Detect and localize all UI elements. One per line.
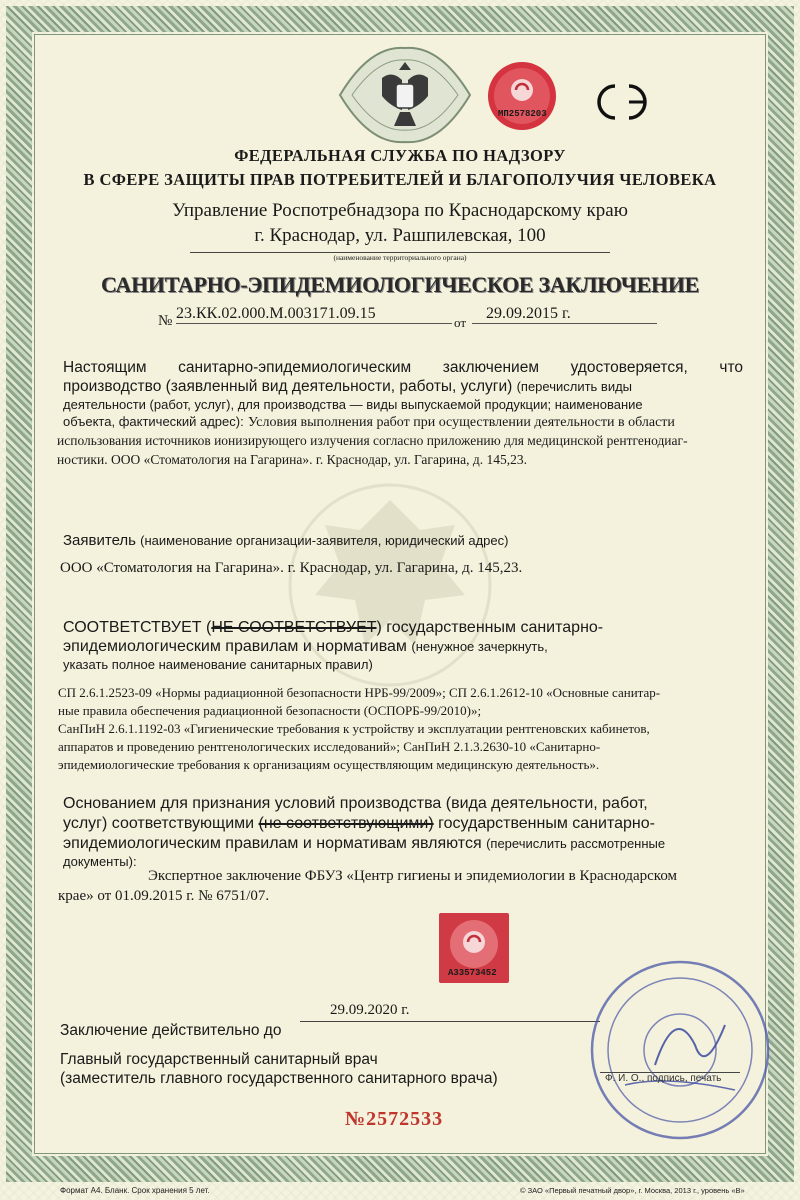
intro-line-2-hint: (перечислить виды [516, 379, 633, 394]
intro-line-1: Настоящим санитарно-эпидемиологическим заключением удостоверяется, что [63, 359, 743, 376]
conformity-tail: государственным санитарно- [386, 619, 604, 636]
intro-line-4-hint: объекта, фактический адрес): [63, 414, 244, 429]
blank-serial-number: №2572533 [345, 1108, 444, 1130]
intro-line-5: использования источников ионизирующего излучения согласно приложению для медицинской рентгенодиаг- [57, 433, 688, 448]
document-title: САНИТАРНО-ЭПИДЕМИОЛОГИЧЕСКОЕ ЗАКЛЮЧЕНИЕ [100, 272, 700, 297]
applicant-hint: (наименование организации-заявителя, юридический адрес) [140, 533, 509, 548]
intro-line-2: производство (заявленный вид деятельности, работы, услуги) [63, 378, 513, 395]
validity-label: Заключение действительно до [60, 1022, 282, 1039]
number-label: № [158, 313, 173, 329]
conformity-line-2-hint: (ненужное зачеркнуть, [411, 639, 548, 654]
coat-of-arms-emblem-icon [330, 40, 480, 150]
agency-line-2: В СФЕРЕ ЗАЩИТЫ ПРАВ ПОТРЕБИТЕЛЕЙ И БЛАГОПОЛУЧИЯ ЧЕЛОВЕКА [83, 170, 717, 189]
conformity-line-2: эпидемиологическим правилам и нормативам [63, 638, 407, 655]
office-line-2: г. Краснодар, ул. Рашпилевская, 100 [254, 225, 546, 246]
validity-date: 29.09.2020 г. [330, 1002, 410, 1018]
applicant-label: Заявитель [63, 532, 136, 549]
document-number: 23.КК.02.000.М.003171.09.15 [176, 305, 452, 324]
rules-line-1: СП 2.6.1.2523-09 «Нормы радиационной безопасности НРБ-99/2009»; СП 2.6.1.2612-10 «Основные санитар- [58, 685, 661, 700]
official-seal-stamp-icon [585, 955, 775, 1145]
document-date: 29.09.2015 г. [472, 305, 657, 324]
rules-line-3: СанПиН 2.6.1.1192-03 «Гигиенические требования к устройству и эксплуатации рентгеновских кабинетов, [58, 721, 650, 736]
footer-right: © ЗАО «Первый печатный двор», г. Москва, 2013 г., уровень «В» [520, 1186, 745, 1195]
hologram-sticker-top-icon [486, 60, 558, 132]
certificate-page: МП2578203 ФЕДЕРАЛЬНАЯ СЛУЖБА ПО НАДЗОРУ В СФЕРЕ ЗАЩИТЫ ПРАВ ПОТРЕБИТЕЛЕЙ И БЛАГОПОЛУЧИЯ ЧЕЛОВЕКА Управление Роспотребнадзора по Краснодарскому краю г. Краснодар, ул. Рашпилевская, 100 (наименование территориального органа) САНИТАРНО-ЭПИДЕМИОЛОГИЧЕСКОЕ ЗАКЛЮЧЕНИЕ № 23.КК.02.000.М.003171.09.15 от 29.09.2015 г. Настоящим санитарно-эпидемиологическим заключением удостоверяется, что производство (заявленный вид деятельности, работы, услуги) (перечислить виды деятельности (работ, услуг), для производства — виды выпускаемой продукции; наименование объекта, фактический адрес): Условия выполнения работ при осуществлении деятельности в области использования источников ионизирующего излучения согласно приложению для медицинской рентгенодиаг- ностики. ООО «Стоматология на Гагарина». г. Краснодар, ул. Гагарина, д. 145,23. Заявитель (наименование организации-заявителя, юридический адрес) ООО «Стоматология на Гагарина». г. Краснодар, ул. Гагарина, д. 145,23. СООТВЕТСТВУЕТ (НЕ СООТВЕТСТВУЕТ) государственным санитарно- эпидемиологическим правилам и нормативам (ненужное зачеркнуть, указать полное наименование санитарных правил) СП 2.6.1.2523-09 «Нормы радиационной безопасности НРБ-99/2009»; СП 2.6.1.2612-10 «Основные санитар- ные правила обеспечения радиационной безопасности (ОСПОРБ-99/2010)»; СанПиН 2.6.1.1192-03 «Гигиенические требования к устройству и эксплуатации рентгеновских кабинетов, аппаратов и проведению рентгенологических исследований»; СанПиН 2.1.3.2630-10 «Санитарно- эпидемиологические требования к организациям осуществляющим медицинскую деятельность». Основанием для признания условий производства (вида деятельности, работ, услуг) соответствующими (не соответствующими) государственным санитарно- эпидемиологическим правилам и нормативам являются (перечислить рассмотренные документы): Экспертное заключение ФБУЗ «Центр гигиены и эпидемиологии в Краснодарском крае» от 01.09.2015 г. № 6751/07. А33573452 29.09.2020 г. Заключение действительно до Главный государственный санитарный врач (заместитель главного государственного санитарного врача) Ф. И. О., подпись, печать №2572533 Формат А4. Бланк. Срок хранения 5 лет. © ЗАО «Первый печатный двор», г. Москва, 2013 г., уровень «В» [0, 0, 800, 1200]
basis-line-4: документы): [63, 854, 137, 869]
basis-document-1: Экспертное заключение ФБУЗ «Центр гигиены и эпидемиологии в Краснодарском [148, 868, 678, 884]
office-line-1: Управление Роспотребнадзора по Краснодарскому краю [172, 200, 628, 221]
basis-line-1: Основанием для признания условий производства (вида деятельности, работ, [63, 795, 648, 812]
basis-line-2-struck: (не соответствующими) [258, 815, 434, 832]
conformity-struck: НЕ СООТВЕТСТВУЕТ [211, 619, 377, 636]
intro-line-6: ностики. ООО «Стоматология на Гагарина». г. Краснодар, ул. Гагарина, д. 145,23. [57, 452, 528, 467]
office-caption: (наименование территориального органа) [333, 253, 467, 262]
certification-mark-logo [585, 78, 665, 126]
hologram-mid-code: А33573452 [448, 968, 497, 978]
stamp-caption: Ф. И. О., подпись, печать [605, 1073, 722, 1084]
validity-underline [300, 1021, 600, 1022]
hologram-top-code: МП2578203 [498, 109, 547, 119]
basis-line-3: эпидемиологическим правилам и нормативам являются [63, 835, 482, 852]
date-label: от [454, 315, 467, 330]
rules-line-4: аппаратов и проведению рентгенологических исследований»; СанПиН 2.1.3.2630-10 «Санитарно- [58, 739, 601, 754]
agency-line-1: ФЕДЕРАЛЬНАЯ СЛУЖБА ПО НАДЗОРУ [234, 146, 566, 165]
conformity-word: СООТВЕТСТВУЕТ [63, 619, 202, 636]
applicant-value: ООО «Стоматология на Гагарина». г. Краснодар, ул. Гагарина, д. 145,23. [60, 560, 523, 576]
basis-line-3-hint: (перечислить рассмотренные [486, 836, 666, 851]
conformity-line-3: указать полное наименование санитарных правил) [63, 657, 373, 672]
intro-line-3: деятельности (работ, услуг), для производства — виды выпускаемой продукции; наименование [63, 397, 643, 412]
basis-document-2: крае» от 01.09.2015 г. № 6751/07. [58, 888, 270, 904]
signature-line [600, 1072, 740, 1073]
cert-mark-glyph-icon [585, 78, 665, 126]
footer-left: Формат А4. Бланк. Срок хранения 5 лет. [60, 1186, 210, 1195]
signer-line-2: (заместитель главного государственного санитарного врача) [60, 1070, 498, 1087]
intro-line-4-value: Условия выполнения работ при осуществлении деятельности в области [248, 415, 675, 430]
rules-line-5: эпидемиологические требования к организациям осуществляющим медицинскую деятельность». [58, 757, 600, 772]
basis-line-2b: государственным санитарно- [438, 815, 655, 832]
signer-line-1: Главный государственный санитарный врач [60, 1051, 378, 1068]
basis-line-2a: услуг) соответствующими [63, 815, 255, 832]
rules-line-2: ные правила обеспечения радиационной безопасности (ОСПОРБ-99/2010)»; [58, 703, 482, 718]
hologram-sticker-middle-icon [438, 912, 510, 984]
